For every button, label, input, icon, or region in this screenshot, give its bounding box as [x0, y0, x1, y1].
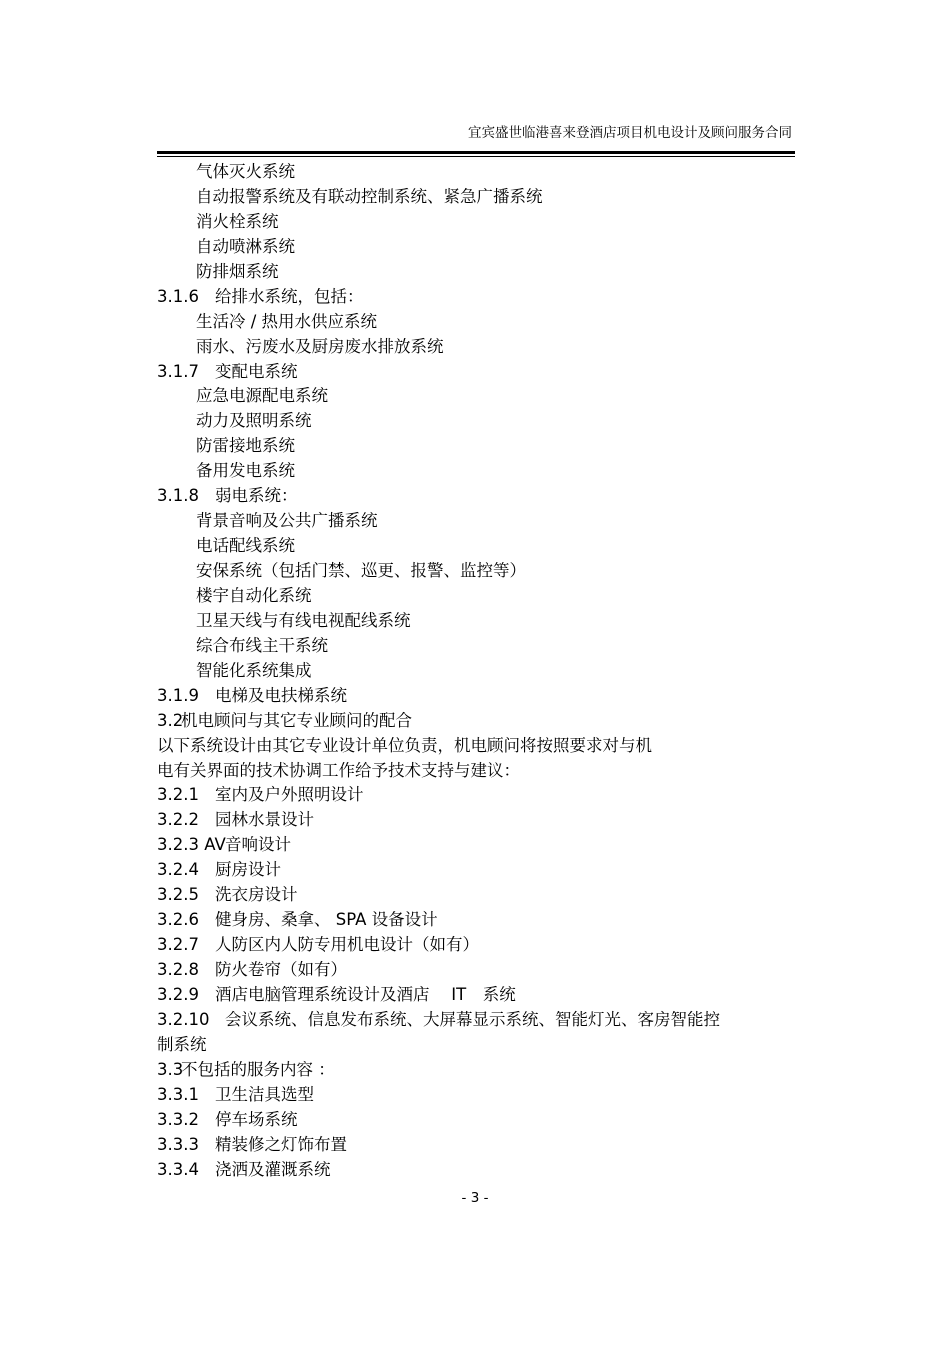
section-heading-3-1-6: [157, 285, 797, 310]
section-heading-3-2: [157, 709, 797, 734]
list-item: 智能化系统集成: [196, 660, 312, 680]
list-item: 背景音响及公共广播系统: [196, 511, 378, 531]
section-number: 3.2.5: [157, 885, 199, 905]
paragraph-line: 电有关界面的技术协调工作给予技术支持与建议：: [157, 760, 520, 780]
list-item: 应急电源配电系统: [196, 386, 328, 406]
section-heading-3-1-8: [157, 484, 797, 509]
section-number: 3.1.8: [157, 486, 199, 506]
section-heading-3-1-9: [157, 684, 797, 709]
list-item: 自动喷淋系统: [196, 236, 295, 256]
section-item-3-2-1: [157, 783, 797, 808]
paragraph-line: 以下系统设计由其它专业设计单位负责，机电顾问将按照要求对与机: [157, 735, 652, 755]
section-item-3-3-1: [157, 1083, 797, 1108]
section-number: 3.3.4: [157, 1159, 199, 1179]
list-item: 备用发电系统: [196, 461, 295, 481]
section-item-3-2-2: [157, 808, 797, 833]
section-text: 卫生洁具选型: [215, 1084, 314, 1104]
section-text: 厨房设计: [215, 860, 281, 880]
list-item: 消火栓系统: [196, 211, 279, 231]
section-text: 园林水景设计: [215, 810, 314, 830]
section-heading-3-3: [157, 1058, 797, 1083]
list-item: 防雷接地系统: [196, 436, 295, 456]
section-text: 给排水系统，包括：: [215, 286, 364, 306]
page-number: - 3 -: [461, 1190, 489, 1206]
section-number: 3.2.9: [157, 984, 199, 1004]
header-title: 宜宾盛世临港喜来登酒店项目机电设计及顾问服务合同: [468, 125, 792, 141]
section-number: 3.2.2: [157, 810, 199, 830]
section-text: 洗衣房设计: [215, 885, 298, 905]
section-number: 3.1.6: [157, 286, 199, 306]
list-item: 楼宇自动化系统: [196, 585, 312, 605]
section-number: 3.3.3: [157, 1134, 199, 1154]
section-number: 3.2.1: [157, 785, 199, 805]
section-text: 健身房、桑拿、 SPA 设备设计: [215, 910, 438, 930]
section-item-3-2-6: [157, 908, 797, 933]
section-number: 3.2.6: [157, 910, 199, 930]
list-item: 生活冷 / 热用水供应系统: [196, 311, 378, 331]
list-item: 气体灭火系统: [196, 162, 295, 181]
list-item: 防排烟系统: [196, 261, 279, 281]
list-item: 综合布线主干系统: [196, 635, 328, 655]
section-item-3-2-7: [157, 933, 797, 958]
section-item-3-3-4: [157, 1158, 797, 1183]
section-number: 3.3: [157, 1059, 184, 1079]
list-item: 电话配线系统: [196, 536, 295, 556]
section-text: 不包括的服务内容 ：: [181, 1059, 335, 1079]
section-text: 浇洒及灌溉系统: [215, 1159, 331, 1179]
section-text: 人防区内人防专用机电设计（如有）: [215, 935, 479, 955]
section-number: 3.1.9: [157, 685, 199, 705]
section-number: 3.3.1: [157, 1084, 199, 1104]
section-number: 3.3.2: [157, 1109, 199, 1129]
section-number: 3.2.10: [157, 1009, 210, 1029]
section-item-3-2-10: [157, 1008, 797, 1033]
section-item-3-2-5: [157, 883, 797, 908]
section-item-3-3-2: [157, 1108, 797, 1133]
section-number: 3.2.4: [157, 860, 199, 880]
section-text: 弱电系统：: [215, 486, 298, 506]
section-item-3-2-4: [157, 858, 797, 883]
section-text: 防火卷帘（如有）: [215, 960, 347, 979]
section-text: 精装修之灯饰布置: [215, 1134, 347, 1154]
section-item-3-2-3: [157, 833, 797, 858]
list-item: 动力及照明系统: [196, 411, 312, 431]
section-heading-3-1-7: [157, 360, 797, 385]
section-text: 变配电系统: [215, 361, 298, 381]
paragraph-line: 制系统: [157, 1034, 207, 1054]
list-item: 安保系统（包括门禁、巡更、报警、监控等）: [196, 561, 526, 580]
header-rule-thin: [157, 156, 795, 157]
section-text: 机电顾问与其它专业顾问的配合: [181, 710, 412, 730]
section-item-3-2-9: [157, 983, 797, 1008]
list-item: 雨水、污废水及厨房废水排放系统: [196, 336, 444, 356]
section-text: 停车场系统: [215, 1109, 298, 1129]
section-number: 3.2.8: [157, 960, 199, 979]
section-number: 3.2.7: [157, 935, 199, 955]
section-item-3-3-3: [157, 1133, 797, 1158]
list-item: 卫星天线与有线电视配线系统: [196, 610, 411, 630]
list-item: 自动报警系统及有联动控制系统、紧急广播系统: [196, 186, 543, 206]
section-text: 音响设计: [225, 835, 291, 855]
section-item-3-2-8: [157, 958, 797, 983]
section-text: 电梯及电扶梯系统: [215, 685, 347, 705]
section-number: 3.2.3 AV: [157, 835, 226, 855]
section-number: 3.1.7: [157, 361, 199, 381]
section-text: 室内及户外照明设计: [215, 785, 364, 805]
section-text: 酒店电脑管理系统设计及酒店 IT 系统: [215, 984, 516, 1004]
document-body: [157, 160, 797, 1182]
section-text: 会议系统、信息发布系统、大屏幕显示系统、智能灯光、客房智能控: [225, 1009, 720, 1029]
header-rule-thick: [157, 151, 795, 154]
section-number: 3.2: [157, 710, 184, 730]
